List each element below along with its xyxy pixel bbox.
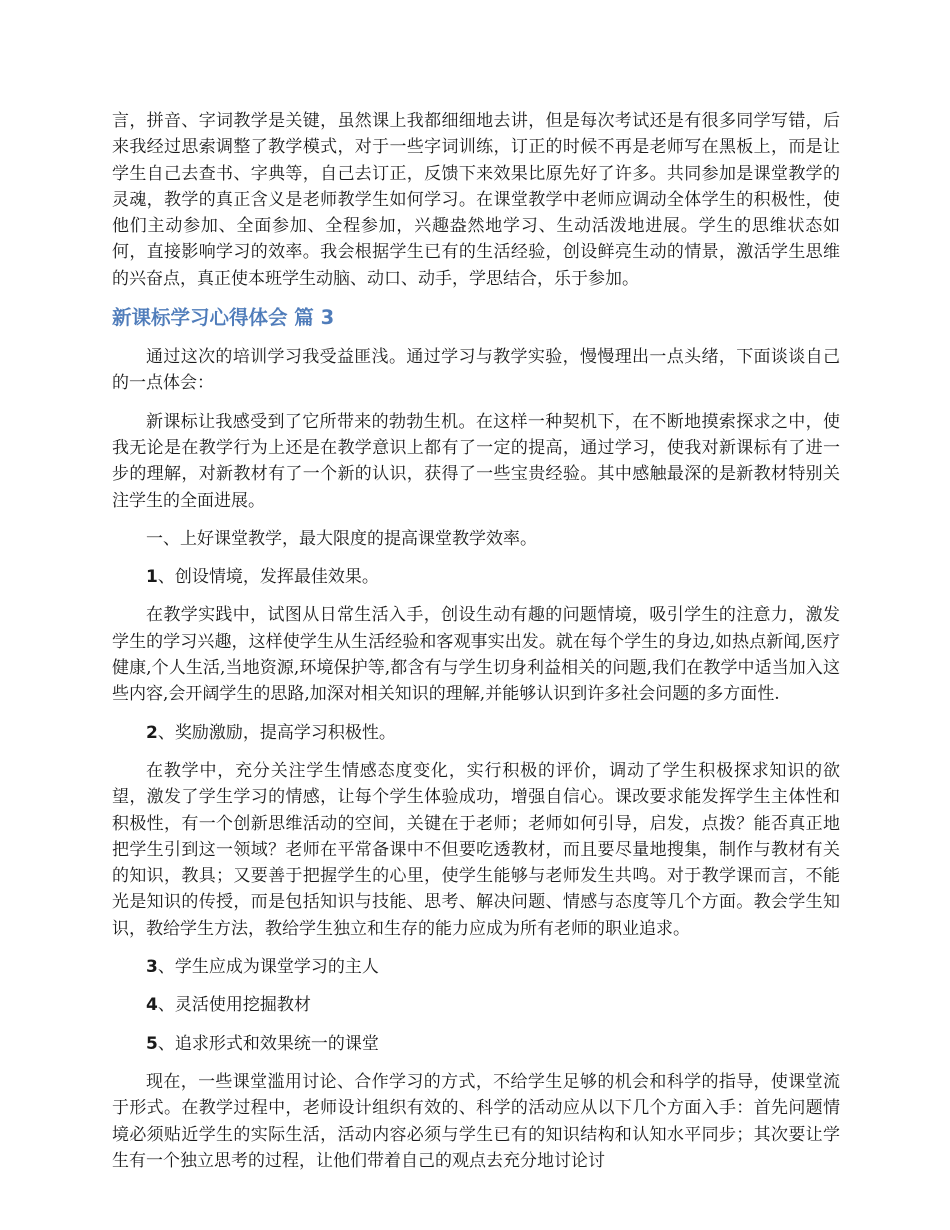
paragraph-item-1: 在教学实践中，试图从日常生活入手，创设生动有趣的问题情境，吸引学生的注意力，激发学生的学习兴趣，这样使学生从生活经验和客观事实出发。就在每个学生的身边,如热点新闻,医疗健康,个人生活,当地资源,环境保护等,都含有与学生切身利益相关的问题,我们在教学中适当加入这些内容,会开阔学生的思路,加深对相关知识的理解,并能够认识到许多社会问题的多方面性. [112, 605, 840, 705]
item-2-text: 、奖励激励，提高学习积极性。 [157, 722, 396, 743]
item-3-text: 、学生应成为课堂学习的主人 [157, 957, 379, 978]
paragraph-item-5: 现在，一些课堂滥用讨论、合作学习的方式，不给学生足够的机会和科学的指导，使课堂流于形式。在教学过程中，老师设计组织有效的、科学的活动应从以下几个方面入手：首先问题情境必须贴近学生的实际生活，活动内容必须与学生已有的知识结构和认知水平同步；其次要让学生有一个独立思考的过程，让他们带着自己的观点去充分地讨论讨 [112, 1071, 840, 1171]
paragraph-new-standard: 新课标让我感受到了它所带来的勃勃生机。在这样一种契机下，在不断地摸索探求之中，使我无论是在教学行为上还是在教学意识上都有了一定的提高，通过学习，使我对新课标有了进一步的理解，对新教材有了一个新的认识，获得了一些宝贵经验。其中感触最深的是新教材特别关注学生的全面进展。 [112, 411, 840, 511]
item-2-number: 2 [146, 722, 158, 743]
section-heading: 新课标学习心得体会 篇 3 [112, 306, 335, 330]
item-3 [112, 954, 840, 980]
item-4-number: 4 [146, 995, 158, 1016]
item-5-number: 5 [146, 1033, 158, 1054]
item-1-number: 1 [146, 567, 158, 588]
item-1 [112, 564, 840, 590]
item-4-text: 、灵活使用挖掘教材 [157, 995, 311, 1016]
item-5 [112, 1031, 840, 1057]
item-5-text: 、追求形式和效果统一的课堂 [157, 1033, 379, 1054]
paragraph-item-2: 在教学中，充分关注学生情感态度变化，实行积极的评价，调动了学生积极探求知识的欲望，激发了学生学习的情感，让每个学生体验成功，增强自信心。课改要求能发挥学生主体性和积极性，有一个创新思维活动的空间，关键在于老师；老师如何引导，启发，点拨？能否真正地把学生引到这一领域？老师在平常备课中不但要吃透教材，而且要尽量地搜集，制作与教材有关的知识，教具；又要善于把握学生的心里，使学生能够与老师发生共鸣。对于教学课而言，不能光是知识的传授，而是包括知识与技能、思考、解决问题、情感与态度等几个方面。教会学生知识，教给学生方法，教给学生独立和生存的能力应成为所有老师的职业追求。 [112, 760, 840, 939]
item-2 [112, 720, 840, 746]
paragraph-point-one: 一、上好课堂教学，最大限度的提高课堂教学效率。 [146, 528, 537, 549]
document-page [112, 108, 840, 1186]
item-1-text: 、创设情境，发挥最佳效果。 [157, 567, 379, 588]
intro-paragraph: 言，拼音、字词教学是关键，虽然课上我都细细地去讲，但是每次考试还是有很多同学写错，后来我经过思索调整了教学模式，对于一些字词训练，订正的时候不再是老师写在黑板上，而是让学生自己去查书、字典等，自己去订正，反馈下来效果比原先好了许多。共同参加是课堂教学的灵魂，教学的真正含义是老师教学生如何学习。在课堂教学中老师应调动全体学生的积极性，使他们主动参加、全面参加、全程参加，兴趣盎然地学习、生动活泼地进展。学生的思维状态如何，直接影响学习的效率。我会根据学生已有的生活经验，创设鲜亮生动的情景，激活学生思维的兴奋点，真正使本班学生动脑、动口、动手，学思结合，乐于参加。 [112, 111, 840, 289]
paragraph-training: 通过这次的培训学习我受益匪浅。通过学习与教学实验，慢慢理出一点头绪，下面谈谈自己的一点体会： [112, 347, 840, 394]
item-4 [112, 992, 840, 1018]
item-3-number: 3 [146, 957, 158, 978]
